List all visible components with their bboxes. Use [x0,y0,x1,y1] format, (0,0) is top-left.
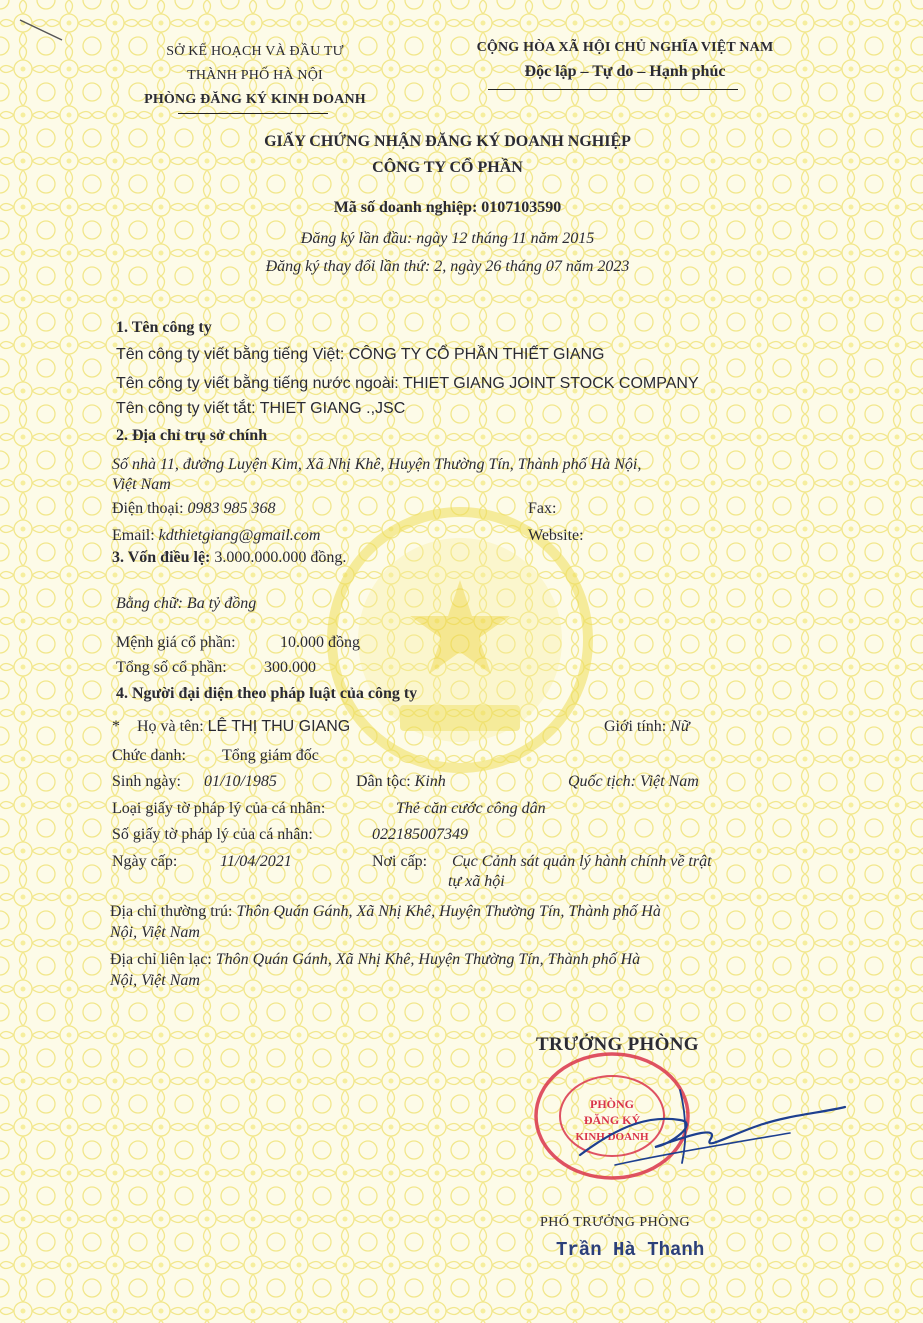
rep-dob-value: 01/10/1985 [204,773,277,790]
section3-heading [112,548,346,568]
header-left-rule [178,113,328,114]
rep-permanent-row [110,902,661,922]
rep-permanent-line2: Nội, Việt Nam [110,924,200,941]
rep-issue-place-line2: tự xã hội [448,873,505,890]
stamp-text-2: ĐĂNG KÝ [583,1113,641,1127]
company-name-short [116,399,405,419]
rep-name-value: LÊ THỊ THU GIANG [207,718,351,735]
phone-value: 0983 985 368 [187,500,276,517]
rep-issue-date-label: Ngày cấp: [112,853,178,870]
rep-doc-type-value: Thẻ căn cước công dân [396,800,546,817]
national-motto: Độc lập – Tự do – Hạnh phúc [524,63,726,80]
enterprise-code: Mã số doanh nghiệp: 0107103590 [333,199,562,216]
rep-permanent-line1: Thôn Quán Gánh, Xã Nhị Khê, Huyện Thường Tín, Thành phố Hà [236,903,661,920]
rep-ethnic-label: Dân tộc: [356,773,411,790]
head-of-office-title: TRƯỞNG PHÒNG [536,1034,699,1055]
rep-contact-label: Địa chỉ liên lạc: [110,951,212,968]
section1-heading: 1. Tên công ty [116,319,212,336]
issuer-office: PHÒNG ĐĂNG KÝ KINH DOANH [144,92,366,107]
rep-gender-row [604,717,690,737]
company-name-foreign [116,374,699,394]
rep-doc-no-value: 022185007349 [372,826,468,843]
company-name-foreign-label: Tên công ty viết bằng tiếng nước ngoài: [116,375,399,392]
address-line1: Số nhà 11, đường Luyện Kim, Xã Nhị Khê, Huyện Thường Tín, Thành phố Hà Nội, [112,456,642,473]
stamp-text-1: PHÒNG [590,1097,634,1111]
total-shares-label: Tổng số cổ phần: [116,659,227,676]
rep-contact-row [110,950,640,970]
company-name-short-label: Tên công ty viết tắt: [116,400,256,417]
section4-heading: 4. Người đại diện theo pháp luật của công ty [116,685,418,702]
company-name-foreign-value: THIET GIANG JOINT STOCK COMPANY [402,375,699,392]
par-value: 10.000 đồng [280,634,360,651]
company-name-short-value: THIET GIANG .,JSC [259,400,406,417]
phone-row [112,499,276,519]
rep-issue-place-line1: Cục Cảnh sát quản lý hành chính về trật [452,853,712,870]
capital-value: 3.000.000.000 đồng. [214,549,347,566]
email-label: Email: [112,527,155,544]
rep-title-value: Tổng giám đốc [222,747,319,764]
company-name-vn-value: CÔNG TY CỔ PHẦN THIẾT GIANG [348,346,605,363]
first-registration-date: Đăng ký lần đầu: ngày 12 tháng 11 năm 2015 [300,230,595,247]
website-label: Website: [528,527,584,544]
rep-title-label: Chức danh: [112,747,186,764]
capital-label: 3. Vốn điều lệ: [112,549,211,566]
email-row [112,526,320,546]
rep-ethnic-row [356,772,446,792]
deputy-title: PHÓ TRƯỞNG PHÒNG [540,1215,691,1230]
rep-contact-line2: Nội, Việt Nam [110,972,200,989]
rep-doc-type-label: Loại giấy tờ pháp lý của cá nhân: [112,800,326,817]
rep-doc-no-label: Số giấy tờ pháp lý của cá nhân: [112,826,313,843]
rep-issue-date-value: 11/04/2021 [220,853,292,870]
rep-dob-label: Sinh ngày: [112,773,181,790]
company-type: CÔNG TY CỔ PHẦN [372,159,523,176]
rep-gender-value: Nữ [670,718,690,735]
rep-bullet: * [112,718,120,735]
fax-label: Fax: [528,500,557,517]
section2-heading: 2. Địa chỉ trụ sở chính [116,427,268,444]
rep-issue-place-label: Nơi cấp: [372,853,428,870]
header-right-rule [488,89,738,90]
company-name-vn-label: Tên công ty viết bằng tiếng Việt: [116,346,345,363]
rep-name-label: Họ và tên: [137,718,204,735]
email-value: kdthietgiang@gmail.com [158,527,321,544]
signer-name: Trần Hà Thanh [556,1239,705,1261]
certificate-title: GIẤY CHỨNG NHẬN ĐĂNG KÝ DOANH NGHIỆP [264,133,631,150]
change-registration-date: Đăng ký thay đổi lần thứ: 2, ngày 26 tháng 07 năm 2023 [265,258,630,275]
handwritten-signature [560,1085,850,1180]
issuer-dept-line1: SỞ KẾ HOẠCH VÀ ĐẦU TƯ [166,44,344,59]
rep-contact-line1: Thôn Quán Gánh, Xã Nhị Khê, Huyện Thường Tín, Thành phố Hà [215,951,641,968]
rep-nationality: Quốc tịch: Việt Nam [568,773,699,790]
rep-name-row [137,717,350,737]
issuer-dept-line2: THÀNH PHỐ HÀ NỘI [187,68,323,83]
total-shares-value: 300.000 [264,659,316,676]
phone-label: Điện thoại: [112,500,184,517]
company-name-vn [116,345,605,365]
rep-permanent-label: Địa chỉ thường trú: [110,903,233,920]
rep-ethnic-value: Kinh [414,773,446,790]
rep-gender-label: Giới tính: [604,718,667,735]
par-value-label: Mệnh giá cổ phần: [116,634,236,651]
capital-in-words: Bằng chữ: Ba tỷ đồng [116,595,257,612]
stamp-text-3: KINH DOANH [575,1131,649,1143]
address-line2: Việt Nam [112,476,171,493]
national-title: CỘNG HÒA XÃ HỘI CHỦ NGHĨA VIỆT NAM [476,40,774,55]
